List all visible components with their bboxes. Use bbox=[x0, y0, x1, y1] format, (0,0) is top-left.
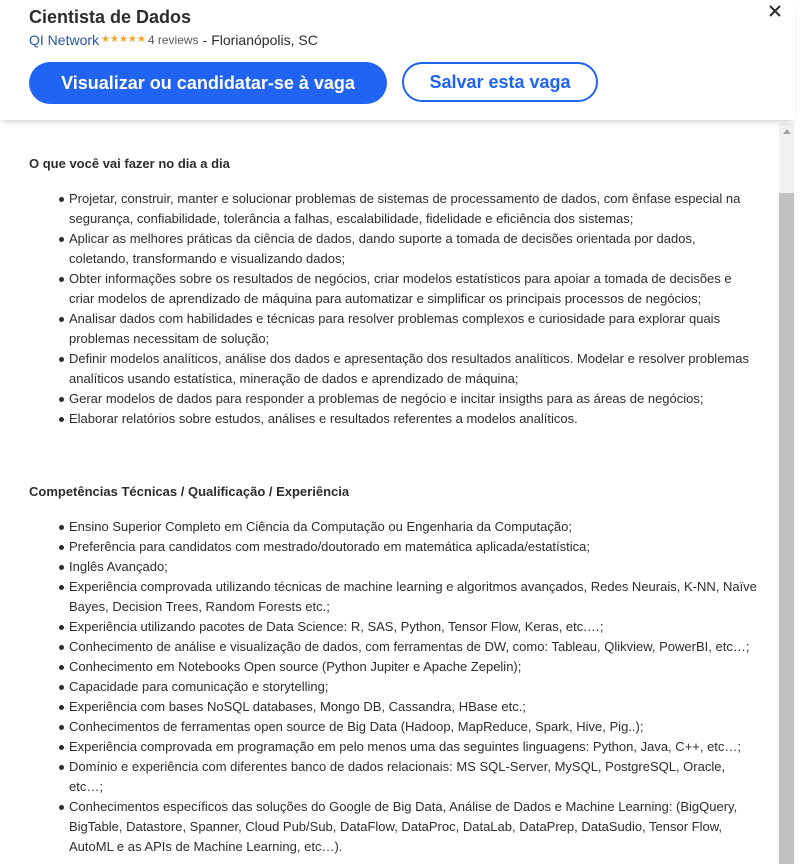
list-item: Domínio e experiência com diferentes banco de dados relacionais: MS SQL-Server, MySQL, PostgreSQL, Oracle, etc…; bbox=[69, 757, 759, 797]
job-location: Florianópolis, SC bbox=[211, 32, 318, 48]
list-item: Definir modelos analíticos, análise dos dados e apresentação dos resultados analíticos. Modelar e resolver problemas analíticos usando estatística, mineração de dados e aprendizado de máquina; bbox=[69, 349, 759, 389]
list-item: Conhecimento de análise e visualização de dados, com ferramentas de DW, como: Tableau, Qlikview, PowerBI, etc…; bbox=[69, 637, 759, 657]
list-item: Preferência para candidatos com mestrado/doutorado em matemática aplicada/estatística; bbox=[69, 537, 759, 557]
close-icon[interactable] bbox=[766, 2, 786, 22]
company-link[interactable]: QI Network bbox=[29, 32, 100, 48]
job-description bbox=[29, 130, 759, 857]
list-item: Projetar, construir, manter e solucionar problemas de sistemas de processamento de dados, com ênfase especial na segurança, confiabilidade, tolerância a falhas, escalabilidade, fidelidade e eficiência dos sistemas; bbox=[69, 189, 759, 229]
separator: - bbox=[202, 32, 208, 48]
list-item: Capacidade para comunicação e storytelling; bbox=[69, 677, 759, 697]
list-item: Conhecimentos específicos das soluções do Google de Big Data, Análise de Dados e Machine Learning: (BigQuery, BigTable, Datastore, Spanner, Cloud Pub/Sub, DataFlow, DataProc, DataLab, DataPrep, DataSudio, Tensor Flow, AutoML e as APIs de Machine Learning, etc…). bbox=[69, 797, 759, 857]
section-heading: O que você vai fazer no dia a dia bbox=[29, 156, 230, 171]
qualifications-list bbox=[29, 517, 759, 857]
job-title: Cientista de Dados bbox=[29, 7, 192, 27]
job-header bbox=[0, 0, 795, 120]
list-item: Inglês Avançado; bbox=[69, 557, 759, 577]
list-item: Conhecimentos de ferramentas open source de Big Data (Hadoop, MapReduce, Spark, Hive, Pig..); bbox=[69, 717, 759, 737]
list-item: Experiência comprovada em programação em pelo menos uma das seguintes linguagens: Python, Java, C++, etc…; bbox=[69, 737, 759, 757]
reviews-link[interactable]: 4 reviews bbox=[147, 33, 199, 47]
list-item: Gerar modelos de dados para responder a problemas de negócio e incitar insigths para as áreas de negócios; bbox=[69, 389, 759, 409]
list-item: Analisar dados com habilidades e técnicas para resolver problemas complexos e curiosidade para explorar quais problemas necessitam de solução; bbox=[69, 309, 759, 349]
list-item: Elaborar relatórios sobre estudos, análises e resultados referentes a modelos analíticos. bbox=[69, 409, 759, 429]
list-item: Conhecimento em Notebooks Open source (Python Jupiter e Apache Zepelin); bbox=[69, 657, 759, 677]
list-item: Aplicar as melhores práticas da ciência de dados, dando suporte a tomada de decisões orientada por dados, coletando, transformando e visualizando dados; bbox=[69, 229, 759, 269]
scroll-up-arrow-icon[interactable] bbox=[783, 129, 791, 134]
section-heading: Competências Técnicas / Qualificação / Experiência bbox=[29, 484, 350, 499]
responsibilities-list bbox=[29, 189, 759, 429]
list-item: Experiência comprovada utilizando técnicas de machine learning e algoritmos avançados, Redes Neurais, K-NN, Naïve Bayes, Decision Trees, Random Forests etc.; bbox=[69, 577, 759, 617]
rating-stars-icon: ★★★★★ bbox=[101, 33, 146, 45]
scrollbar-thumb[interactable] bbox=[779, 193, 794, 864]
list-item: Experiência com bases NoSQL databases, Mongo DB, Cassandra, HBase etc.; bbox=[69, 697, 759, 717]
list-item: Obter informações sobre os resultados de negócios, criar modelos estatísticos para apoiar a tomada de decisões e criar modelos de aprendizado de máquina para automatizar e simplificar os principais processos de negócios; bbox=[69, 269, 759, 309]
save-job-button[interactable]: Salvar esta vaga bbox=[402, 62, 598, 102]
list-item: Ensino Superior Completo em Ciência da Computação ou Engenharia da Computação; bbox=[69, 517, 759, 537]
list-item: Experiência utilizando pacotes de Data Science: R, SAS, Python, Tensor Flow, Keras, etc.…; bbox=[69, 617, 759, 637]
company-row bbox=[29, 32, 318, 48]
apply-button[interactable]: Visualizar ou candidatar-se à vaga bbox=[29, 62, 387, 104]
